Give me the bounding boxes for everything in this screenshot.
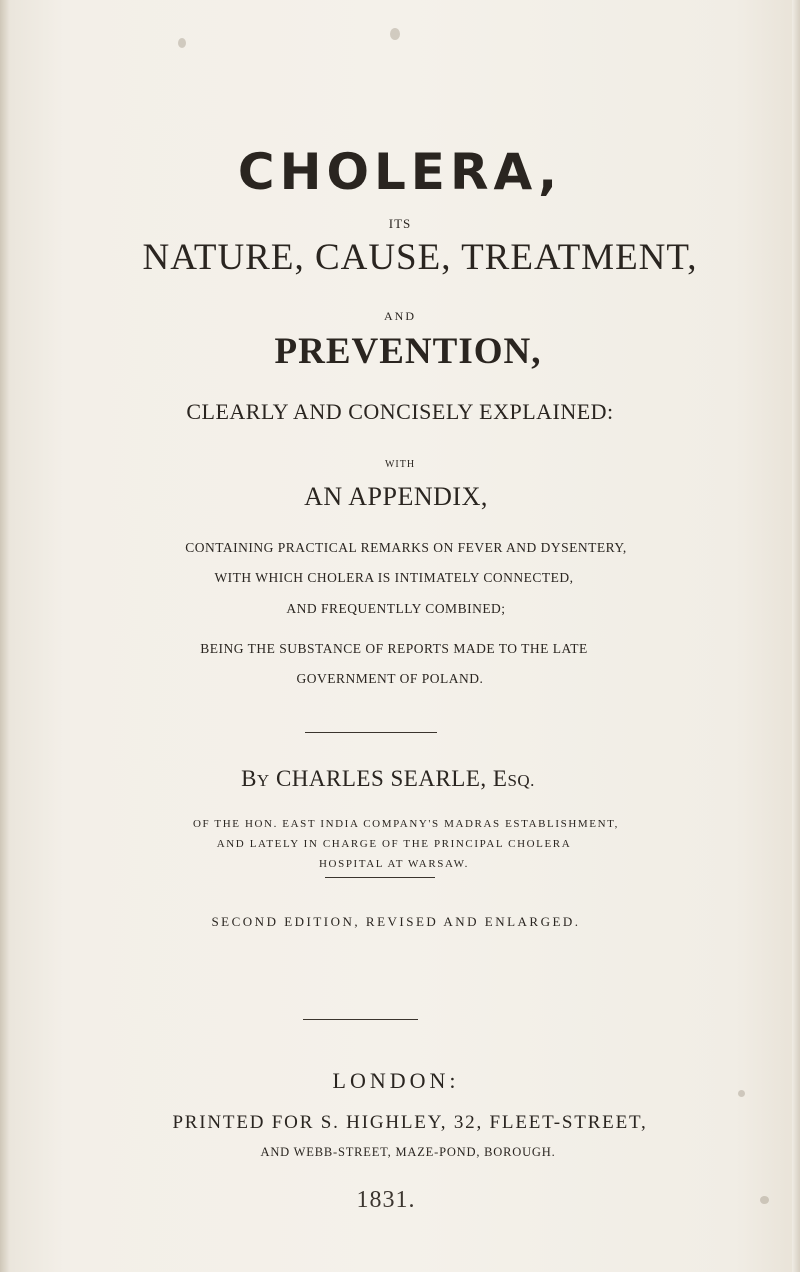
foxing-spot (390, 28, 400, 40)
author-by-small: Y (256, 771, 270, 790)
divider-rule (325, 877, 435, 878)
and-line: AND (384, 309, 416, 323)
imprint-place: LONDON: (332, 1068, 460, 1093)
imprint-year: 1831. (356, 1187, 416, 1213)
appendix-line: AN APPENDIX, (304, 482, 488, 511)
author-line (0, 766, 788, 792)
with-line: WITH (384, 459, 416, 470)
edition-line: SECOND EDITION, REVISED AND ENLARGED. (211, 914, 581, 929)
affiliation-line: HOSPITAL AT WARSAW. (319, 858, 469, 870)
author-name: CHARLES SEARLE, E (275, 766, 508, 791)
contents-line: BEING THE SUBSTANCE OF REPORTS MADE TO THE LATE (200, 641, 588, 656)
divider-rule (305, 732, 437, 733)
author-esq-small: SQ. (507, 771, 535, 790)
prevention-line: PREVENTION, (274, 331, 542, 372)
contents-line: GOVERNMENT OF POLAND. (296, 671, 484, 686)
imprint-printer: PRINTED FOR S. HIGHLEY, 32, FLEET-STREET, (172, 1112, 648, 1133)
book-title: CHOLERA, (237, 143, 563, 201)
affiliation-line: OF THE HON. EAST INDIA COMPANY'S MADRAS ESTABLISHMENT, (193, 818, 619, 830)
affiliation-line: AND LATELY IN CHARGE OF THE PRINCIPAL CHOLERA (216, 838, 572, 850)
contents-line: CONTAINING PRACTICAL REMARKS ON FEVER AND DYSENTERY, (185, 540, 627, 555)
divider-rule (303, 1019, 418, 1020)
contents-line: WITH WHICH CHOLERA IS INTIMATELY CONNECTED, (214, 570, 574, 585)
contents-line: AND FREQUENTLLY COMBINED; (286, 601, 506, 616)
its-line: ITS (388, 216, 412, 231)
imprint-address: AND WEBB-STREET, MAZE-POND, BOROUGH. (260, 1145, 556, 1159)
clearly-explained-line: CLEARLY AND CONCISELY EXPLAINED: (186, 399, 614, 424)
foxing-spot (178, 38, 186, 48)
author-by: B (241, 766, 257, 791)
subject-line: NATURE, CAUSE, TREATMENT, (142, 237, 698, 278)
